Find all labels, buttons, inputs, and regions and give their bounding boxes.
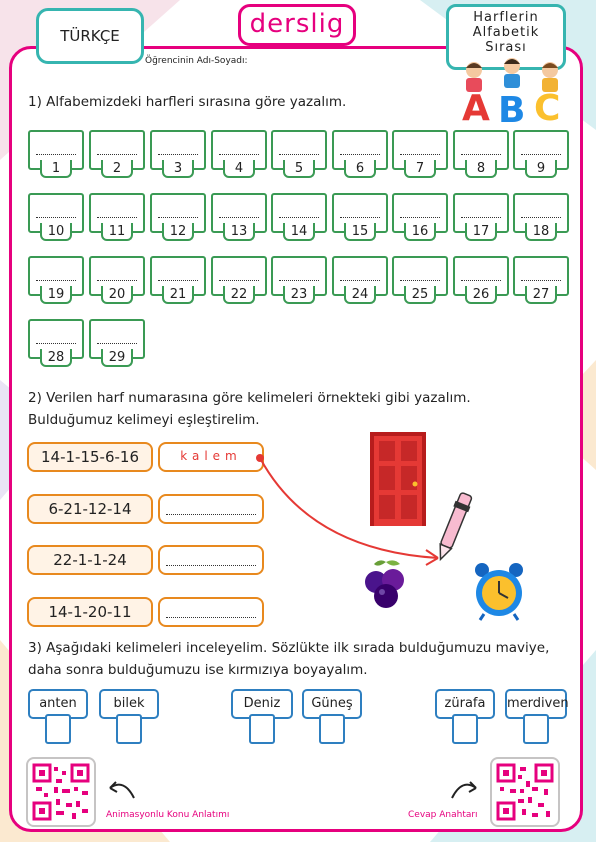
letter-number: 22 xyxy=(223,286,255,304)
letter-number: 25 xyxy=(404,286,436,304)
letter-number: 1 xyxy=(40,160,72,178)
dotted-line xyxy=(400,217,440,218)
svg-text:A: A xyxy=(462,88,490,126)
letter-cell[interactable] xyxy=(271,256,327,302)
letter-number: 23 xyxy=(283,286,315,304)
qr-code-icon[interactable] xyxy=(490,757,560,827)
dotted-line xyxy=(340,154,380,155)
dotted-line xyxy=(340,280,380,281)
letter-cell[interactable] xyxy=(453,193,509,239)
curved-arrow-icon xyxy=(446,776,482,802)
letter-cell[interactable] xyxy=(150,256,206,302)
letter-number: 6 xyxy=(344,160,376,178)
dotted-line xyxy=(461,217,501,218)
letter-number: 29 xyxy=(101,349,133,367)
letter-cell[interactable] xyxy=(513,256,569,302)
letter-code-4: 14-1-20-11 xyxy=(27,597,153,627)
svg-text:C: C xyxy=(534,88,561,126)
word-card-zurafa: zürafa xyxy=(435,689,495,719)
dotted-line xyxy=(97,154,137,155)
question-3-prompt-line-2: daha sonra bulduğumuzu ise kırmızıya boyayalım. xyxy=(28,662,368,678)
letter-cell[interactable] xyxy=(271,130,327,176)
letter-number: 21 xyxy=(162,286,194,304)
letter-cell[interactable] xyxy=(392,256,448,302)
letter-number: 16 xyxy=(404,223,436,241)
letter-number: 5 xyxy=(283,160,315,178)
letter-cell[interactable] xyxy=(332,193,388,239)
qr-code-icon[interactable] xyxy=(26,757,96,827)
question-2-prompt-line-2: Bulduğumuz kelimeyi eşleştirelim. xyxy=(28,412,260,428)
derslig-logo xyxy=(238,4,356,46)
alarm-clock-icon xyxy=(470,560,528,622)
letter-number: 17 xyxy=(465,223,497,241)
letter-number: 14 xyxy=(283,223,315,241)
dotted-line xyxy=(158,280,198,281)
letter-cell[interactable] xyxy=(332,130,388,176)
letter-cell[interactable] xyxy=(332,256,388,302)
letter-number: 19 xyxy=(40,286,72,304)
letter-cell[interactable] xyxy=(89,130,145,176)
letter-number: 9 xyxy=(525,160,557,178)
dotted-line xyxy=(279,280,319,281)
letter-cell[interactable] xyxy=(28,193,84,239)
answer-box-4[interactable] xyxy=(158,597,264,627)
dotted-line xyxy=(219,154,259,155)
dotted-line xyxy=(219,280,259,281)
letter-number: 7 xyxy=(404,160,436,178)
color-box-bilek[interactable] xyxy=(116,714,142,744)
dotted-line xyxy=(97,280,137,281)
word-card-deniz: Deniz xyxy=(231,689,293,719)
dotted-line xyxy=(158,154,198,155)
dotted-line xyxy=(36,343,76,344)
letter-number: 3 xyxy=(162,160,194,178)
letter-cell[interactable] xyxy=(150,193,206,239)
topic-line-1: Harflerin xyxy=(473,10,539,25)
letter-cell[interactable] xyxy=(211,130,267,176)
dotted-line xyxy=(340,217,380,218)
letter-number: 11 xyxy=(101,223,133,241)
letter-cell[interactable] xyxy=(513,193,569,239)
letter-cell[interactable] xyxy=(89,319,145,365)
letter-cell[interactable] xyxy=(28,130,84,176)
letter-cell[interactable] xyxy=(28,256,84,302)
dotted-line xyxy=(400,154,440,155)
student-name-label: Öğrencinin Adı-Soyadı: xyxy=(145,56,248,66)
svg-text:B: B xyxy=(498,90,526,126)
door-icon xyxy=(370,432,426,526)
subject-badge xyxy=(36,8,144,64)
letter-number: 10 xyxy=(40,223,72,241)
letter-number: 20 xyxy=(101,286,133,304)
letter-code-1: 14-1-15-6-16 xyxy=(27,442,153,472)
letter-cell[interactable] xyxy=(453,256,509,302)
letter-number: 12 xyxy=(162,223,194,241)
letter-cell[interactable] xyxy=(513,130,569,176)
letter-number: 8 xyxy=(465,160,497,178)
word-card-bilek: bilek xyxy=(99,689,159,719)
curved-arrow-icon xyxy=(104,776,140,802)
letter-code-3: 22-1-1-24 xyxy=(27,545,153,575)
dotted-line xyxy=(279,154,319,155)
animated-lesson-label[interactable]: Animasyonlu Konu Anlatımı xyxy=(106,810,230,820)
word-card-merdiven: merdiven xyxy=(505,689,567,719)
letter-code-2: 6-21-12-14 xyxy=(27,494,153,524)
letter-number: 13 xyxy=(223,223,255,241)
letter-cell[interactable] xyxy=(211,256,267,302)
dotted-line xyxy=(400,280,440,281)
example-answer: kalem xyxy=(180,449,242,463)
letter-number: 2 xyxy=(101,160,133,178)
dotted-line xyxy=(97,217,137,218)
dotted-line xyxy=(36,280,76,281)
dotted-line xyxy=(36,217,76,218)
plums-icon xyxy=(360,556,410,612)
letter-cell[interactable] xyxy=(89,256,145,302)
dotted-line xyxy=(158,217,198,218)
color-box-zurafa[interactable] xyxy=(452,714,478,744)
answer-key-label[interactable]: Cevap Anahtarı xyxy=(408,810,478,820)
letter-cell[interactable] xyxy=(150,130,206,176)
matching-arrow xyxy=(240,440,460,570)
letter-cell[interactable] xyxy=(211,193,267,239)
color-box-gunes[interactable] xyxy=(319,714,345,744)
letter-cell[interactable] xyxy=(28,319,84,365)
children-abc-illustration xyxy=(454,56,574,126)
dotted-line xyxy=(461,154,501,155)
dotted-line xyxy=(279,217,319,218)
pen-icon xyxy=(432,488,476,564)
color-box-deniz[interactable] xyxy=(249,714,275,744)
letter-number: 4 xyxy=(223,160,255,178)
letter-number: 15 xyxy=(344,223,376,241)
letter-number: 18 xyxy=(525,223,557,241)
letter-cell[interactable] xyxy=(392,130,448,176)
word-card-gunes: Güneş xyxy=(302,689,362,719)
letter-number: 26 xyxy=(465,286,497,304)
dotted-line xyxy=(36,154,76,155)
letter-cell[interactable] xyxy=(392,193,448,239)
letter-cell[interactable] xyxy=(271,193,327,239)
topic-line-2: Alfabetik xyxy=(472,25,540,40)
letter-number: 27 xyxy=(525,286,557,304)
topic-line-3: Sırası xyxy=(485,40,527,55)
question-3-prompt-line-1: 3) Aşağıdaki kelimeleri inceleyelim. Sözlükte ilk sırada bulduğumuzu maviye, xyxy=(28,640,550,656)
letter-number: 24 xyxy=(344,286,376,304)
word-card-anten: anten xyxy=(28,689,88,719)
letter-cell[interactable] xyxy=(453,130,509,176)
color-box-anten[interactable] xyxy=(45,714,71,744)
logo-text: derslig xyxy=(249,9,345,39)
letter-number: 28 xyxy=(40,349,72,367)
color-box-merdiven[interactable] xyxy=(523,714,549,744)
dotted-line xyxy=(219,217,259,218)
question-2-prompt-line-1: 2) Verilen harf numarasına göre kelimeleri örnekteki gibi yazalım. xyxy=(28,390,471,406)
letter-cell[interactable] xyxy=(89,193,145,239)
subject-label: TÜRKÇE xyxy=(60,27,120,45)
question-1-prompt: 1) Alfabemizdeki harfleri sırasına göre yazalım. xyxy=(28,94,347,110)
dotted-line xyxy=(521,280,561,281)
dotted-line xyxy=(461,280,501,281)
dotted-line xyxy=(521,217,561,218)
dotted-line xyxy=(97,343,137,344)
dotted-line xyxy=(521,154,561,155)
